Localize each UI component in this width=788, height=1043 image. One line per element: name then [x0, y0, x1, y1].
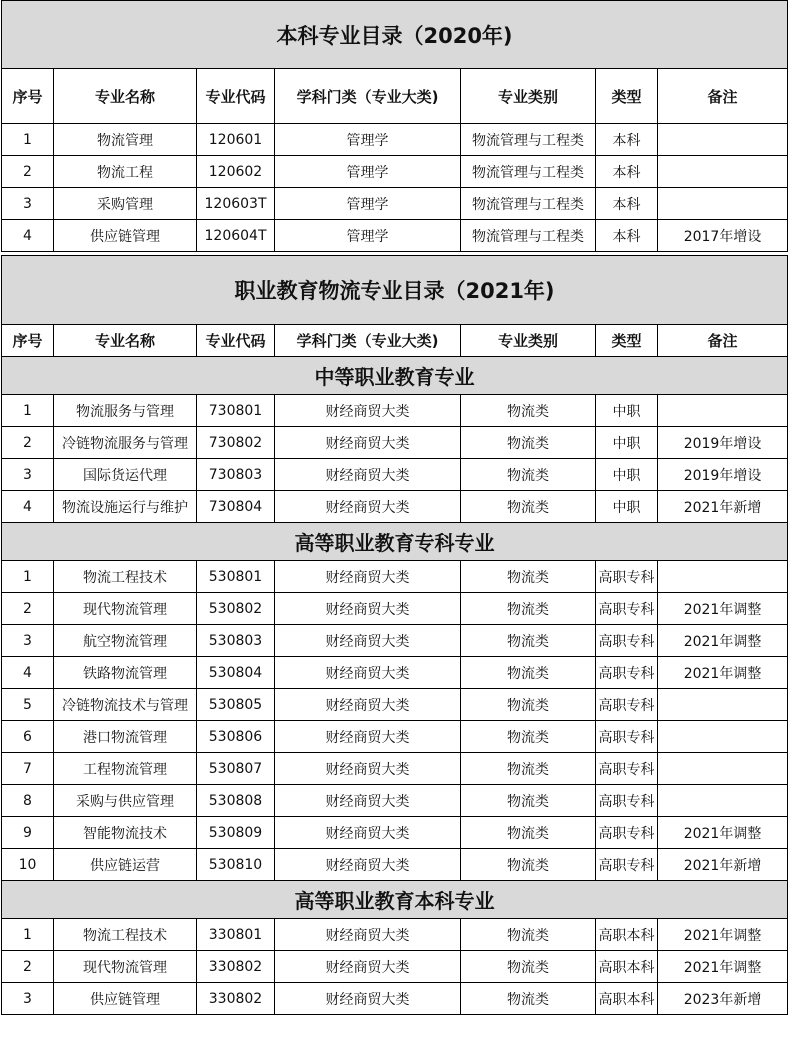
cell-seq: 2: [2, 427, 54, 459]
cell-type: 高职专科: [596, 849, 658, 881]
cell-category: 物流类: [461, 849, 596, 881]
column-header-remark: 备注: [658, 325, 788, 357]
cell-remark: 2021年调整: [658, 625, 788, 657]
column-header-remark: 备注: [658, 69, 788, 124]
cell-major-name: 供应链管理: [54, 983, 197, 1015]
table-row: [2, 753, 788, 785]
cell-major-name: 采购管理: [54, 188, 197, 220]
cell-discipline: 财经商贸大类: [275, 785, 461, 817]
cell-major-name: 物流设施运行与维护: [54, 491, 197, 523]
cell-category: 物流类: [461, 817, 596, 849]
cell-discipline: 财经商贸大类: [275, 951, 461, 983]
cell-discipline: 财经商贸大类: [275, 459, 461, 491]
cell-major-code: 530802: [197, 593, 275, 625]
cell-major-name: 物流工程技术: [54, 919, 197, 951]
column-header-major-code: 专业代码: [197, 69, 275, 124]
cell-category: 物流类: [461, 983, 596, 1015]
cell-major-code: 330802: [197, 983, 275, 1015]
table-header-row: [2, 69, 788, 124]
column-header-seq: 序号: [2, 69, 54, 124]
column-header-discipline: 学科门类（专业大类): [275, 325, 461, 357]
cell-major-name: 供应链运营: [54, 849, 197, 881]
cell-discipline: 财经商贸大类: [275, 849, 461, 881]
cell-major-code: 530803: [197, 625, 275, 657]
cell-major-code: 730803: [197, 459, 275, 491]
cell-seq: 3: [2, 459, 54, 491]
cell-type: 高职专科: [596, 721, 658, 753]
table-row: [2, 951, 788, 983]
cell-remark: [658, 156, 788, 188]
section-title-row: [2, 881, 788, 919]
table-row: [2, 491, 788, 523]
cell-discipline: 财经商贸大类: [275, 593, 461, 625]
cell-seq: 8: [2, 785, 54, 817]
cell-seq: 2: [2, 951, 54, 983]
cell-remark: 2021年调整: [658, 817, 788, 849]
table-row: [2, 721, 788, 753]
cell-major-code: 530808: [197, 785, 275, 817]
cell-major-code: 530806: [197, 721, 275, 753]
cell-discipline: 财经商贸大类: [275, 753, 461, 785]
cell-remark: 2021年新增: [658, 849, 788, 881]
cell-seq: 1: [2, 561, 54, 593]
cell-discipline: 管理学: [275, 188, 461, 220]
major-catalog-table: [1, 0, 788, 1015]
cell-seq: 4: [2, 220, 54, 252]
section-title: 高等职业教育专科专业: [2, 523, 788, 561]
table-row: [2, 657, 788, 689]
cell-major-code: 530805: [197, 689, 275, 721]
cell-discipline: 财经商贸大类: [275, 721, 461, 753]
cell-major-name: 物流服务与管理: [54, 395, 197, 427]
cell-remark: 2021年调整: [658, 593, 788, 625]
table-row: [2, 593, 788, 625]
cell-major-code: 120603T: [197, 188, 275, 220]
cell-category: 物流类: [461, 427, 596, 459]
cell-category: 物流类: [461, 657, 596, 689]
cell-remark: [658, 395, 788, 427]
cell-major-code: 530801: [197, 561, 275, 593]
cell-seq: 3: [2, 625, 54, 657]
vocational-catalog-title: 职业教育物流专业目录（2021年): [2, 256, 788, 325]
cell-major-name: 航空物流管理: [54, 625, 197, 657]
table-row: [2, 625, 788, 657]
cell-remark: 2021年调整: [658, 657, 788, 689]
cell-remark: [658, 721, 788, 753]
cell-type: 本科: [596, 188, 658, 220]
cell-discipline: 管理学: [275, 124, 461, 156]
cell-discipline: 财经商贸大类: [275, 561, 461, 593]
cell-category: 物流管理与工程类: [461, 156, 596, 188]
cell-major-code: 730804: [197, 491, 275, 523]
table-row: [2, 395, 788, 427]
cell-seq: 1: [2, 124, 54, 156]
cell-type: 高职专科: [596, 753, 658, 785]
cell-category: 物流类: [461, 395, 596, 427]
cell-seq: 10: [2, 849, 54, 881]
cell-major-name: 国际货运代理: [54, 459, 197, 491]
table-row: [2, 156, 788, 188]
cell-type: 中职: [596, 427, 658, 459]
cell-major-code: 530804: [197, 657, 275, 689]
cell-discipline: 财经商贸大类: [275, 657, 461, 689]
table-row: [2, 689, 788, 721]
column-header-major-name: 专业名称: [54, 69, 197, 124]
cell-seq: 2: [2, 156, 54, 188]
column-header-discipline: 学科门类（专业大类): [275, 69, 461, 124]
section-title: 中等职业教育专业: [2, 357, 788, 395]
cell-major-name: 物流工程技术: [54, 561, 197, 593]
cell-major-code: 730802: [197, 427, 275, 459]
cell-major-name: 铁路物流管理: [54, 657, 197, 689]
cell-type: 高职本科: [596, 919, 658, 951]
cell-remark: 2019年增设: [658, 427, 788, 459]
cell-type: 高职专科: [596, 561, 658, 593]
section-title-row: [2, 523, 788, 561]
cell-type: 高职专科: [596, 593, 658, 625]
cell-major-name: 冷链物流技术与管理: [54, 689, 197, 721]
cell-category: 物流类: [461, 951, 596, 983]
column-header-type: 类型: [596, 69, 658, 124]
cell-remark: [658, 124, 788, 156]
column-header-seq: 序号: [2, 325, 54, 357]
cell-major-code: 120602: [197, 156, 275, 188]
cell-major-name: 采购与供应管理: [54, 785, 197, 817]
table-row: [2, 124, 788, 156]
cell-type: 高职专科: [596, 785, 658, 817]
cell-type: 高职专科: [596, 657, 658, 689]
cell-seq: 3: [2, 983, 54, 1015]
cell-major-code: 730801: [197, 395, 275, 427]
cell-remark: 2019年增设: [658, 459, 788, 491]
column-header-type: 类型: [596, 325, 658, 357]
cell-category: 物流类: [461, 625, 596, 657]
cell-type: 本科: [596, 220, 658, 252]
cell-discipline: 财经商贸大类: [275, 427, 461, 459]
vocational-catalog-title-row: [2, 256, 788, 325]
table-row: [2, 983, 788, 1015]
cell-seq: 4: [2, 657, 54, 689]
cell-category: 物流类: [461, 785, 596, 817]
cell-discipline: 财经商贸大类: [275, 491, 461, 523]
cell-type: 中职: [596, 491, 658, 523]
cell-discipline: 财经商贸大类: [275, 395, 461, 427]
section-title: 高等职业教育本科专业: [2, 881, 788, 919]
cell-discipline: 管理学: [275, 156, 461, 188]
cell-major-name: 港口物流管理: [54, 721, 197, 753]
cell-type: 高职专科: [596, 817, 658, 849]
table-row: [2, 919, 788, 951]
cell-type: 中职: [596, 395, 658, 427]
cell-remark: 2021年调整: [658, 919, 788, 951]
cell-seq: 1: [2, 919, 54, 951]
cell-major-name: 现代物流管理: [54, 593, 197, 625]
cell-major-name: 工程物流管理: [54, 753, 197, 785]
cell-remark: 2017年增设: [658, 220, 788, 252]
undergrad-catalog-title: 本科专业目录（2020年): [2, 1, 788, 69]
cell-remark: [658, 753, 788, 785]
column-header-category: 专业类别: [461, 69, 596, 124]
cell-category: 物流管理与工程类: [461, 220, 596, 252]
cell-major-code: 120604T: [197, 220, 275, 252]
cell-category: 物流类: [461, 593, 596, 625]
cell-discipline: 财经商贸大类: [275, 983, 461, 1015]
column-header-major-code: 专业代码: [197, 325, 275, 357]
cell-category: 物流类: [461, 721, 596, 753]
cell-type: 高职本科: [596, 983, 658, 1015]
cell-seq: 5: [2, 689, 54, 721]
cell-major-name: 供应链管理: [54, 220, 197, 252]
cell-major-name: 物流工程: [54, 156, 197, 188]
cell-major-name: 冷链物流服务与管理: [54, 427, 197, 459]
cell-major-code: 530810: [197, 849, 275, 881]
undergrad-catalog-title-row: [2, 1, 788, 69]
cell-major-code: 530807: [197, 753, 275, 785]
cell-type: 高职本科: [596, 951, 658, 983]
cell-major-code: 330801: [197, 919, 275, 951]
table-row: [2, 561, 788, 593]
cell-remark: 2021年调整: [658, 951, 788, 983]
cell-seq: 4: [2, 491, 54, 523]
cell-category: 物流类: [461, 561, 596, 593]
cell-category: 物流类: [461, 689, 596, 721]
table-row: [2, 785, 788, 817]
table-row: [2, 220, 788, 252]
cell-major-name: 物流管理: [54, 124, 197, 156]
cell-category: 物流类: [461, 753, 596, 785]
cell-seq: 9: [2, 817, 54, 849]
cell-discipline: 财经商贸大类: [275, 919, 461, 951]
column-header-category: 专业类别: [461, 325, 596, 357]
cell-seq: 3: [2, 188, 54, 220]
table-row: [2, 849, 788, 881]
cell-type: 中职: [596, 459, 658, 491]
cell-seq: 2: [2, 593, 54, 625]
cell-major-code: 120601: [197, 124, 275, 156]
cell-seq: 7: [2, 753, 54, 785]
cell-category: 物流类: [461, 459, 596, 491]
cell-category: 物流管理与工程类: [461, 124, 596, 156]
column-header-major-name: 专业名称: [54, 325, 197, 357]
cell-major-name: 现代物流管理: [54, 951, 197, 983]
cell-type: 高职专科: [596, 625, 658, 657]
cell-discipline: 财经商贸大类: [275, 689, 461, 721]
cell-remark: [658, 785, 788, 817]
cell-type: 本科: [596, 124, 658, 156]
cell-category: 物流类: [461, 491, 596, 523]
table-row: [2, 427, 788, 459]
cell-remark: [658, 561, 788, 593]
cell-discipline: 管理学: [275, 220, 461, 252]
cell-discipline: 财经商贸大类: [275, 625, 461, 657]
cell-remark: [658, 689, 788, 721]
cell-seq: 6: [2, 721, 54, 753]
cell-type: 高职专科: [596, 689, 658, 721]
table-header-row: [2, 325, 788, 357]
cell-major-name: 智能物流技术: [54, 817, 197, 849]
cell-major-code: 330802: [197, 951, 275, 983]
cell-seq: 1: [2, 395, 54, 427]
cell-major-code: 530809: [197, 817, 275, 849]
cell-category: 物流类: [461, 919, 596, 951]
cell-category: 物流管理与工程类: [461, 188, 596, 220]
table-row: [2, 817, 788, 849]
cell-remark: 2023年新增: [658, 983, 788, 1015]
table-row: [2, 459, 788, 491]
cell-discipline: 财经商贸大类: [275, 817, 461, 849]
table-row: [2, 188, 788, 220]
cell-remark: [658, 188, 788, 220]
section-title-row: [2, 357, 788, 395]
cell-type: 本科: [596, 156, 658, 188]
cell-remark: 2021年新增: [658, 491, 788, 523]
